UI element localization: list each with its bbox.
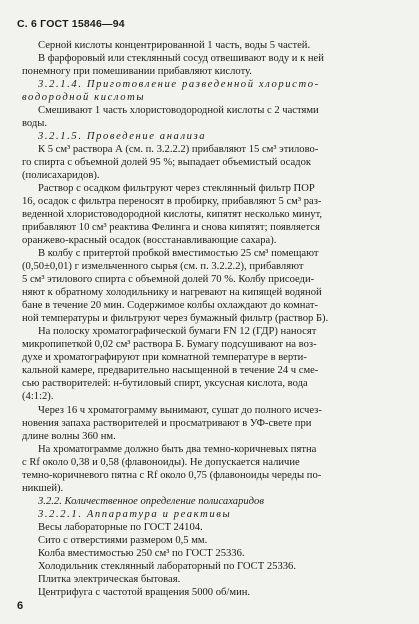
text-line: веденной хлористоводородной кислоты, кипятят несколько минут, [22, 209, 323, 220]
page-header: С. 6 ГОСТ 15846—94 [17, 18, 125, 30]
text-line: бане в течение 20 мин. Содержимое колбы охлаждают до комнат- [22, 300, 319, 311]
text-line: Весы лабораторные по ГОСТ 24104. [38, 522, 203, 533]
text-line: сью растворителей: н-бутиловый спирт, уксусная кислота, вода [22, 378, 308, 389]
section-heading: водородной кислоты [22, 92, 146, 103]
text-line: К 5 см³ раствора А (см. п. 3.2.2.2) прибавляют 15 см³ этилово- [38, 144, 319, 155]
text-line: ной температуры и фильтруют через бумажный фильтр (раствор Б). [22, 313, 329, 324]
text-line: кальной камере, предварительно насыщенной в течение 24 ч сме- [22, 365, 319, 376]
text-line: няют к обратному холодильнику и нагревают на кипящей водяной [22, 287, 322, 298]
text-line: Центрифуга с частотой вращения 5000 об/мин. [38, 587, 251, 598]
text-line: В фарфоровый или стеклянный сосуд отвешивают воду и к ней [38, 53, 324, 64]
text-line: воды. [22, 118, 48, 129]
text-line: новения запаха растворителей и просматривают в УФ-свете при [22, 418, 312, 429]
text-line: В колбу с притертой пробкой вместимостью 25 см³ помещают [38, 248, 319, 259]
text-line: темно-коричневого пятна с Rf около 0,75 (флавоноиды череды по- [22, 470, 322, 481]
text-line: (полисахаридов). [22, 170, 100, 181]
text-line: прибавляют 10 см³ реактива Фелинга и снова кипятят; появляется [22, 222, 320, 233]
text-line: го спирта с объемной долей 95 %; выпадает объемистый осадок [22, 157, 312, 168]
text-line: На хроматограмме должно быть два темно-коричневых пятна [38, 444, 317, 455]
text-line: Смешивают 1 часть хлористоводородной кислоты с 2 частями [38, 105, 319, 116]
section-heading: 3.2.2. Количественное определение полисахаридов [38, 496, 264, 507]
section-heading: 3.2.1.5. Проведение анализа [38, 131, 207, 142]
text-line: На полоску хроматографической бумаги FN 12 (ГДР) наносят [38, 326, 317, 337]
section-heading: 3.2.1.4. Приготовление разведенной хлористо- [38, 79, 320, 90]
text-line: никшей). [22, 483, 64, 494]
text-line: оранжево-красный осадок (восстанавливающие сахара). [22, 235, 277, 246]
text-line: Плитка электрическая бытовая. [38, 574, 181, 585]
text-line: Сито с отверстиями размером 0,5 мм. [38, 535, 208, 546]
text-line: понемногу при помешивании прибавляют кислоту. [22, 66, 252, 77]
text-line: микропипеткой 0,02 см³ раствора Б. Бумагу подсушивают на воз- [22, 339, 317, 350]
text-line: (0,50±0,01) г измельченного сырья (см. п. 3.2.2.2), прибавляют [22, 261, 304, 272]
text-line: Серной кислоты концентрированной 1 часть, воды 5 частей. [38, 40, 311, 51]
text-line: с Rf около 0,38 и 0,58 (флавоноиды). Не допускается наличие [22, 457, 300, 468]
text-line: Раствор с осадком фильтруют через стеклянный фильтр ПОР [38, 183, 315, 194]
text-line: Колба вместимостью 250 см³ по ГОСТ 25336. [38, 548, 245, 559]
text-line: 16, осадок с фильтра переносят в пробирку, прибавляют 5 см³ раз- [22, 196, 322, 207]
page-number: 6 [17, 600, 24, 612]
text-line: 5 см³ этилового спирта с объемной долей 70 %. Колбу присоеди- [22, 274, 315, 285]
section-heading: 3.2.2.1. Аппаратура и реактивы [38, 509, 232, 520]
text-line: (4:1:2). [22, 391, 54, 402]
text-line: духе и хроматографируют при комнатной температуре в верти- [22, 352, 307, 363]
text-line: Через 16 ч хроматограмму вынимают, сушат до полного исчез- [38, 405, 322, 416]
text-line: Холодильник стеклянный лабораторный по ГОСТ 25336. [38, 561, 297, 572]
text-line: длине волны 360 нм. [22, 431, 116, 442]
